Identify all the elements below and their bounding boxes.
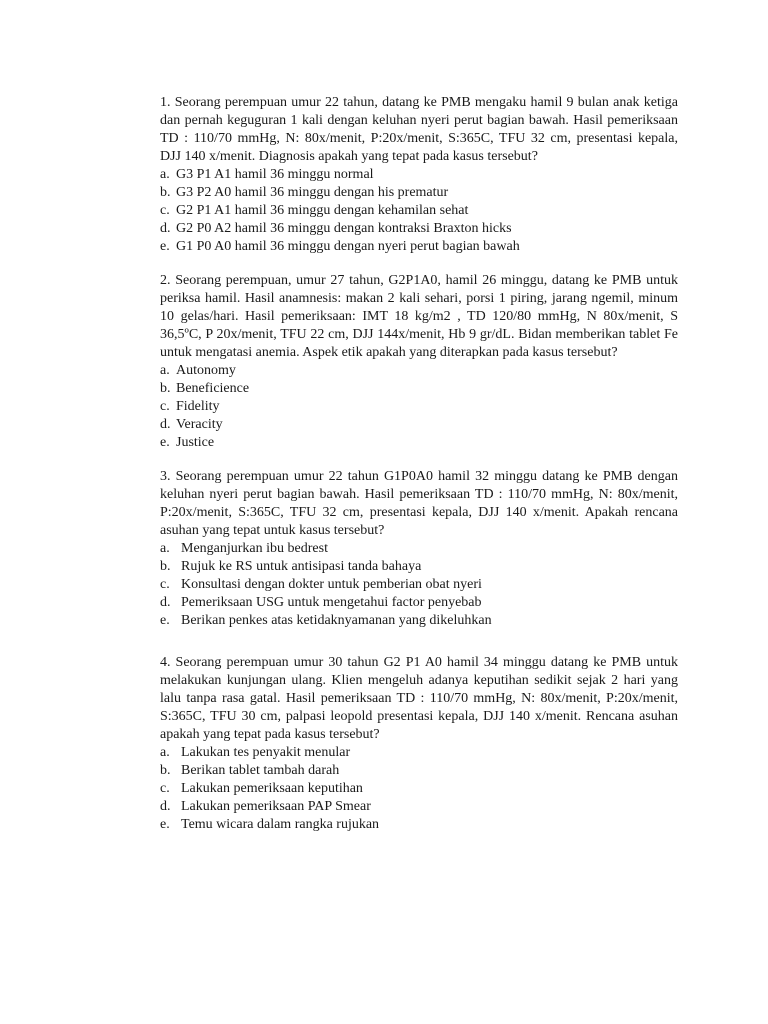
question-3 (160, 468, 678, 630)
option-e (160, 238, 678, 256)
option-letter: b. (160, 381, 171, 396)
option-letter: a. (160, 541, 170, 556)
option-letter: a. (160, 363, 170, 378)
option-letter: d. (160, 417, 171, 432)
option-letter: a. (160, 167, 170, 182)
option-text: Rujuk ke RS untuk antisipasi tanda bahaya (181, 559, 422, 574)
question-stem: 4. Seorang perempuan umur 30 tahun G2 P1 A0 hamil 34 minggu datang ke PMB untuk melakukan kunjungan ulang. Klien mengeluh adanya keputihan sedikit sejak 2 hari yang lalu tanpa rasa gatal. Hasil pemeriksaan TD : 110/70 mmHg, N: 80x/menit, P:20x/menit, S:365C, TFU 30 cm, palpasi leopold presentasi kepala, DJJ 140 x/menit. Rencana asuhan apakah yang tepat pada kasus tersebut? (160, 655, 678, 742)
option-text: Justice (176, 435, 215, 450)
option-e (160, 612, 678, 630)
question-stem: 1. Seorang perempuan umur 22 tahun, datang ke PMB mengaku hamil 9 bulan anak ketiga dan pernah keguguran 1 kali dengan keluhan nyeri perut bagian bawah. Hasil pemeriksaan TD : 110/70 mmHg, N: 80x/menit, P:20x/menit, S:365C, TFU 32 cm, presentasi kepala, DJJ 140 x/menit. Diagnosis apakah yang tepat pada kasus tersebut? (160, 95, 678, 164)
option-letter: b. (160, 763, 171, 778)
option-text: Konsultasi dengan dokter untuk pemberian obat nyeri (181, 577, 482, 592)
option-letter: d. (160, 799, 171, 814)
option-letter: a. (160, 745, 170, 760)
question-1 (160, 94, 678, 256)
option-b (160, 558, 678, 576)
option-a (160, 744, 678, 762)
option-letter: c. (160, 203, 170, 218)
option-letter: e. (160, 435, 170, 450)
option-c (160, 398, 678, 416)
option-text: G1 P0 A0 hamil 36 minggu dengan nyeri perut bagian bawah (176, 239, 520, 254)
option-text: Veracity (176, 417, 223, 432)
option-d (160, 416, 678, 434)
document-page (160, 94, 678, 850)
option-text: Lakukan tes penyakit menular (181, 745, 351, 760)
answer-options (160, 166, 678, 256)
option-d (160, 594, 678, 612)
option-a (160, 362, 678, 380)
option-letter: e. (160, 817, 170, 832)
option-c (160, 576, 678, 594)
option-text: Lakukan pemeriksaan keputihan (181, 781, 363, 796)
question-2 (160, 272, 678, 452)
answer-options (160, 362, 678, 452)
option-text: G3 P2 A0 hamil 36 minggu dengan his prematur (176, 185, 449, 200)
option-c (160, 202, 678, 220)
option-a (160, 166, 678, 184)
option-e (160, 434, 678, 452)
option-a (160, 540, 678, 558)
option-text: Autonomy (176, 363, 236, 378)
option-letter: d. (160, 595, 171, 610)
question-stem: 2. Seorang perempuan, umur 27 tahun, G2P1A0, hamil 26 minggu, datang ke PMB untuk periksa hamil. Hasil anamnesis: makan 2 kali sehari, porsi 1 piring, jarang ngemil, minum 10 gelas/hari. Hasil pemeriksaan: IMT 18 kg/m2 , TD 120/80 mmHg, N 80x/menit, S 36,5ºC, P 20x/menit, TFU 22 cm, DJJ 144x/menit, Hb 9 gr/dL. Bidan memberikan tablet Fe untuk mengatasi anemia. Aspek etik apakah yang diterapkan pada kasus tersebut? (160, 273, 678, 360)
option-text: Berikan tablet tambah darah (181, 763, 340, 778)
option-letter: c. (160, 399, 170, 414)
option-letter: e. (160, 613, 170, 628)
option-text: G2 P1 A1 hamil 36 minggu dengan kehamilan sehat (176, 203, 469, 218)
option-d (160, 220, 678, 238)
option-letter: b. (160, 559, 171, 574)
answer-options (160, 540, 678, 630)
option-letter: e. (160, 239, 170, 254)
option-text: Pemeriksaan USG untuk mengetahui factor penyebab (181, 595, 482, 610)
option-b (160, 380, 678, 398)
option-text: G2 P0 A2 hamil 36 minggu dengan kontraksi Braxton hicks (176, 221, 512, 236)
option-letter: c. (160, 577, 170, 592)
option-text: Fidelity (176, 399, 220, 414)
option-d (160, 798, 678, 816)
option-letter: b. (160, 185, 171, 200)
option-letter: c. (160, 781, 170, 796)
option-e (160, 816, 678, 834)
option-text: Temu wicara dalam rangka rujukan (181, 817, 380, 832)
option-b (160, 184, 678, 202)
option-text: Berikan penkes atas ketidaknyamanan yang dikeluhkan (181, 613, 492, 628)
question-4 (160, 654, 678, 834)
answer-options (160, 744, 678, 834)
option-c (160, 780, 678, 798)
option-text: Beneficience (176, 381, 250, 396)
option-text: G3 P1 A1 hamil 36 minggu normal (176, 167, 374, 182)
question-stem: 3. Seorang perempuan umur 22 tahun G1P0A0 hamil 32 minggu datang ke PMB dengan keluhan nyeri perut bagian bawah. Hasil pemeriksaan TD : 110/70 mmHg, N: 80x/menit, P:20x/menit, S:365C, TFU 32 cm, presentasi kepala, DJJ 140 x/menit. Apakah rencana asuhan yang tepat untuk kasus tersebut? (160, 469, 678, 538)
option-letter: d. (160, 221, 171, 236)
option-text: Menganjurkan ibu bedrest (181, 541, 328, 556)
option-b (160, 762, 678, 780)
option-text: Lakukan pemeriksaan PAP Smear (181, 799, 371, 814)
